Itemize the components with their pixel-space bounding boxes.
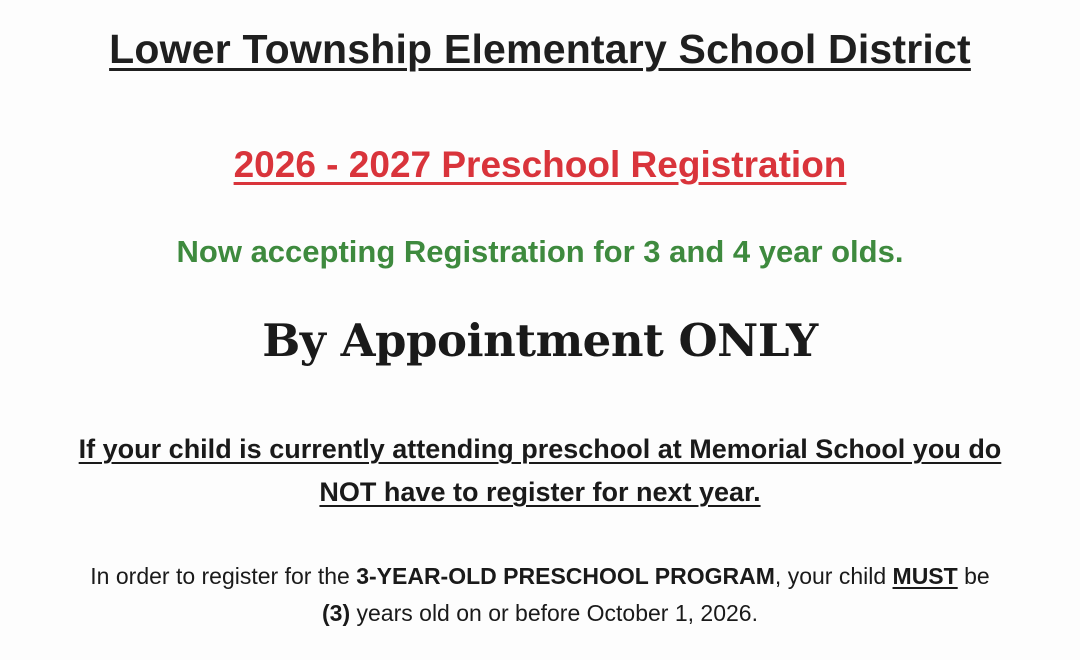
requirement-text-part4: years old on or before October 1, 2026. (350, 600, 758, 626)
age-number: (3) (322, 600, 351, 626)
district-title: Lower Township Elementary School District (109, 26, 971, 72)
requirement-text-part2: , your child (774, 563, 893, 589)
current-student-notice-line-1: If your child is currently attending preschool at Memorial School you do (78, 434, 1002, 464)
current-student-notice-line-2: NOT have to register for next year. (319, 477, 761, 507)
age-requirement-line-1 (0, 563, 1080, 590)
accepting-registration-line: Now accepting Registration for 3 and 4 year olds. (176, 234, 904, 269)
program-name: 3-YEAR-OLD PRESCHOOL PROGRAM (356, 563, 775, 589)
registration-title: 2026 - 2027 Preschool Registration (233, 144, 847, 185)
appointment-only-heading: By Appointment ONLY (262, 314, 818, 367)
requirement-text-part1: In order to register for the (90, 563, 357, 589)
requirement-text-part3: be (957, 563, 990, 589)
age-requirement-line-2 (0, 600, 1080, 627)
must-emphasis: MUST (892, 563, 958, 589)
